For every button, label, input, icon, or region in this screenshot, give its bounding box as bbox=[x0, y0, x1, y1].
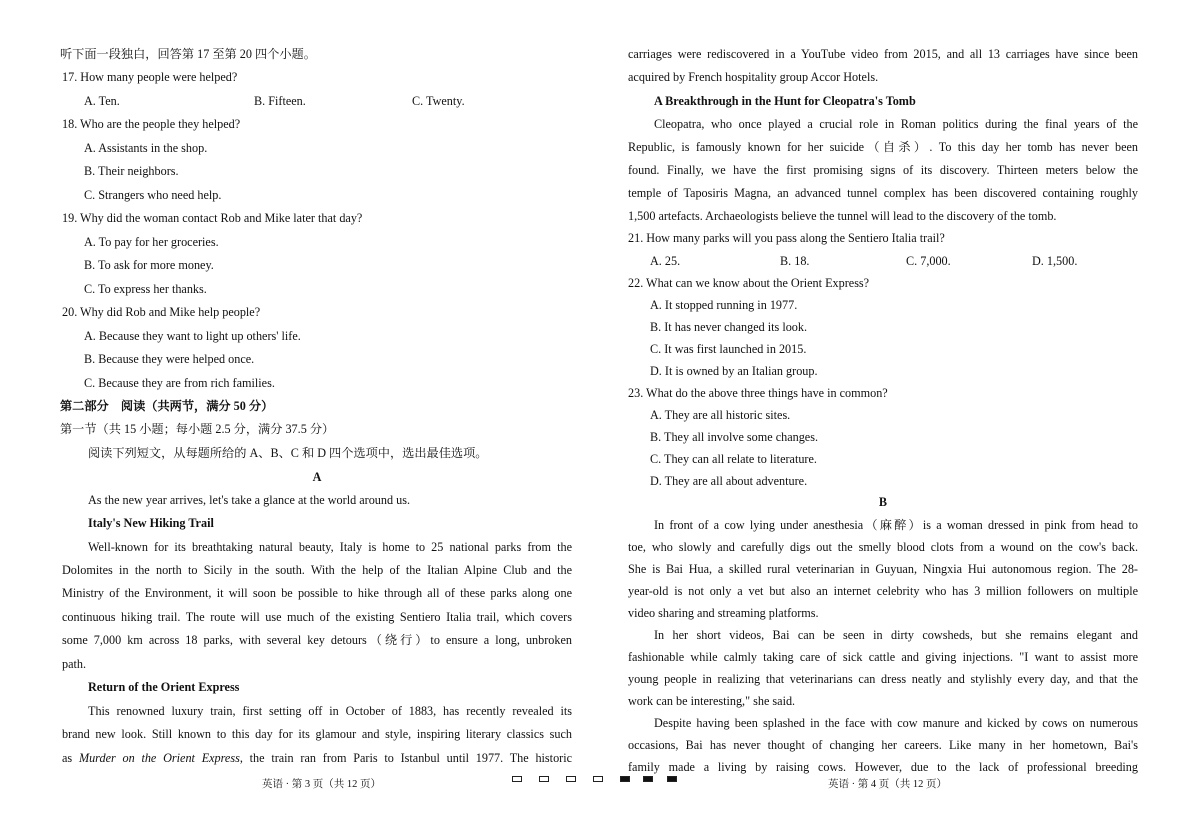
q18-option-c: C. Strangers who need help. bbox=[84, 188, 222, 202]
cleopatra-title: A Breakthrough in the Hunt for Cleopatra's Tomb bbox=[654, 94, 916, 108]
passage-b-line: She is Bai Hua, a skilled rural veterinarian in Guyuan, Ningxia Hui autonomous region. The 28- bbox=[628, 562, 1138, 576]
italy-line: path. bbox=[62, 657, 87, 671]
q18-option-a: A. Assistants in the shop. bbox=[84, 141, 208, 155]
q22-option-d: D. It is owned by an Italian group. bbox=[650, 364, 818, 378]
q20-option-c: C. Because they are from rich families. bbox=[84, 376, 275, 390]
orient-express-title: Return of the Orient Express bbox=[88, 680, 240, 694]
q21-option-c: C. 7,000. bbox=[906, 254, 951, 268]
part-two-heading: 第二部分 阅读（共两节，满分 50 分） bbox=[60, 399, 274, 413]
q17-option-a: A. Ten. bbox=[84, 94, 120, 108]
page-box-empty bbox=[539, 776, 549, 782]
page-box-empty bbox=[593, 776, 603, 782]
listening-instruction: 听下面一段独白，回答第 17 至第 20 四个小题。 bbox=[60, 47, 316, 61]
q19-option-c: C. To express her thanks. bbox=[84, 282, 207, 296]
orient-line-last bbox=[62, 750, 572, 766]
q17-option-c: C. Twenty. bbox=[412, 94, 465, 108]
italy-line: continuous hiking trail. The route will use much of the existing Sentiero Italia trail, which covers bbox=[62, 610, 572, 624]
orient-continued-line: acquired by French hospitality group Accor Hotels. bbox=[628, 70, 879, 84]
cleopatra-line: found. Finally, we have the first promising signs of its discovery. Thirteen meters below the bbox=[628, 163, 1138, 177]
page-box-empty bbox=[512, 776, 522, 782]
passage-b-line: year-old is not only a vet but also an internet celebrity who has 3 million followers on multiple bbox=[628, 584, 1138, 598]
q20-option-b: B. Because they were helped once. bbox=[84, 352, 255, 366]
cleopatra-line: temple of Taposiris Magna, an advanced tunnel complex has been discovered containing roughly bbox=[628, 186, 1138, 200]
passage-b-line: occasions, Bai has never thought of changing her careers. Like many in her hometown, Bai's bbox=[628, 738, 1138, 752]
q19-option-a: A. To pay for her groceries. bbox=[84, 235, 219, 249]
passage-b-line: fashionable while calmly taking care of sick cattle and giving injections. "I want to assist more bbox=[628, 650, 1138, 664]
passage-b-label: B bbox=[878, 495, 888, 509]
question-21-stem: 21. How many parks will you pass along the Sentiero Italia trail? bbox=[628, 231, 945, 245]
orient-last-pre: as bbox=[62, 751, 79, 765]
book-title-italic: Murder on the Orient Express bbox=[78, 751, 240, 765]
passage-b-line: In front of a cow lying under anesthesia（麻醉）is a woman dressed in pink from head to bbox=[654, 518, 1138, 532]
passage-b-line: work can be interesting," she said. bbox=[628, 694, 796, 708]
q22-option-a: A. It stopped running in 1977. bbox=[650, 298, 798, 312]
q21-option-a: A. 25. bbox=[650, 254, 681, 268]
orient-continued-line: carriages were rediscovered in a YouTube video from 2015, and all 13 carriages have since been bbox=[628, 47, 1138, 61]
italy-line: Ministry of the Environment, it will soon be possible to hike through all of these parks along one bbox=[62, 586, 572, 600]
italy-line: Well-known for its breathtaking natural beauty, Italy is home to 25 national parks from the bbox=[88, 540, 572, 554]
page-box-filled bbox=[620, 776, 630, 782]
section-one-heading: 第一节（共 15 小题；每小题 2.5 分，满分 37.5 分） bbox=[60, 422, 335, 436]
orient-line: brand new look. Still known to this day for its glamour and style, inspiring literary classics such bbox=[62, 727, 572, 741]
passage-b-line: In her short videos, Bai can be seen in dirty cowsheds, but she remains elegant and bbox=[654, 628, 1138, 642]
q17-option-b: B. Fifteen. bbox=[254, 94, 306, 108]
cleopatra-line: 1,500 artefacts. Archaeologists believe the tunnel will lead to the discovery of the tomb. bbox=[628, 209, 1057, 223]
passage-b-line: toe, who slowly and carefully digs out the smelly blood clots from a wound on the cow's back. bbox=[628, 540, 1138, 554]
q20-option-a: A. Because they want to light up others' life. bbox=[84, 329, 301, 343]
q22-option-b: B. It has never changed its look. bbox=[650, 320, 808, 334]
italy-trail-title: Italy's New Hiking Trail bbox=[88, 516, 214, 530]
question-20-stem: 20. Why did Rob and Mike help people? bbox=[62, 305, 261, 319]
passage-a-intro: As the new year arrives, let's take a glance at the world around us. bbox=[88, 493, 410, 507]
orient-line: This renowned luxury train, first setting off in October of 1883, has recently revealed its bbox=[88, 704, 572, 718]
orient-last-post: , the train ran from Paris to Istanbul until 1977. The historic bbox=[239, 751, 573, 765]
q22-option-c: C. It was first launched in 2015. bbox=[650, 342, 807, 356]
q21-option-b: B. 18. bbox=[780, 254, 810, 268]
italy-line: Dolomites in the north to Sicily in the south. With the help of the Italian Alpine Club and the bbox=[62, 563, 572, 577]
passage-b-line: Despite having been splashed in the face with cow manure and kicked by cows on numerous bbox=[654, 716, 1138, 730]
question-23-stem: 23. What do the above three things have in common? bbox=[628, 386, 888, 400]
page-box-filled bbox=[667, 776, 677, 782]
q23-option-c: C. They can all relate to literature. bbox=[650, 452, 817, 466]
page-box-filled bbox=[643, 776, 653, 782]
passage-b-line: young people in realizing that veterinarians can dress neatly and stylishly every day, and that the bbox=[628, 672, 1138, 686]
question-22-stem: 22. What can we know about the Orient Express? bbox=[628, 276, 870, 290]
page-4-footer: 英语 · 第 4 页（共 12 页） bbox=[828, 779, 947, 790]
passage-b-line: family made a living by raising cows. However, due to the lack of professional breeding bbox=[628, 760, 1138, 774]
q18-option-b: B. Their neighbors. bbox=[84, 164, 179, 178]
page-3-footer: 英语 · 第 3 页（共 12 页） bbox=[262, 779, 381, 790]
question-18-stem: 18. Who are the people they helped? bbox=[62, 117, 241, 131]
italy-line: some 7,000 km across 18 parks, with several key detours（绕行）to ensure a long, unbroken bbox=[62, 633, 572, 647]
passage-b-line: video sharing and streaming platforms. bbox=[628, 606, 819, 620]
reading-instruction: 阅读下列短文，从每题所给的 A、B、C 和 D 四个选项中，选出最佳选项。 bbox=[88, 446, 488, 460]
q21-option-d: D. 1,500. bbox=[1032, 254, 1078, 268]
q19-option-b: B. To ask for more money. bbox=[84, 258, 214, 272]
q23-option-a: A. They are all historic sites. bbox=[650, 408, 791, 422]
passage-a-label: A bbox=[312, 470, 322, 484]
cleopatra-line: Cleopatra, who once played a crucial role in Roman politics during the final years of the bbox=[654, 117, 1138, 131]
question-19-stem: 19. Why did the woman contact Rob and Mike later that day? bbox=[62, 211, 363, 225]
page-box-empty bbox=[566, 776, 576, 782]
q23-option-d: D. They are all about adventure. bbox=[650, 474, 808, 488]
q23-option-b: B. They all involve some changes. bbox=[650, 430, 818, 444]
question-17-stem: 17. How many people were helped? bbox=[62, 70, 238, 84]
cleopatra-line: Republic, is famously known for her suicide（自杀）. To this day her tomb has never been bbox=[628, 140, 1138, 154]
